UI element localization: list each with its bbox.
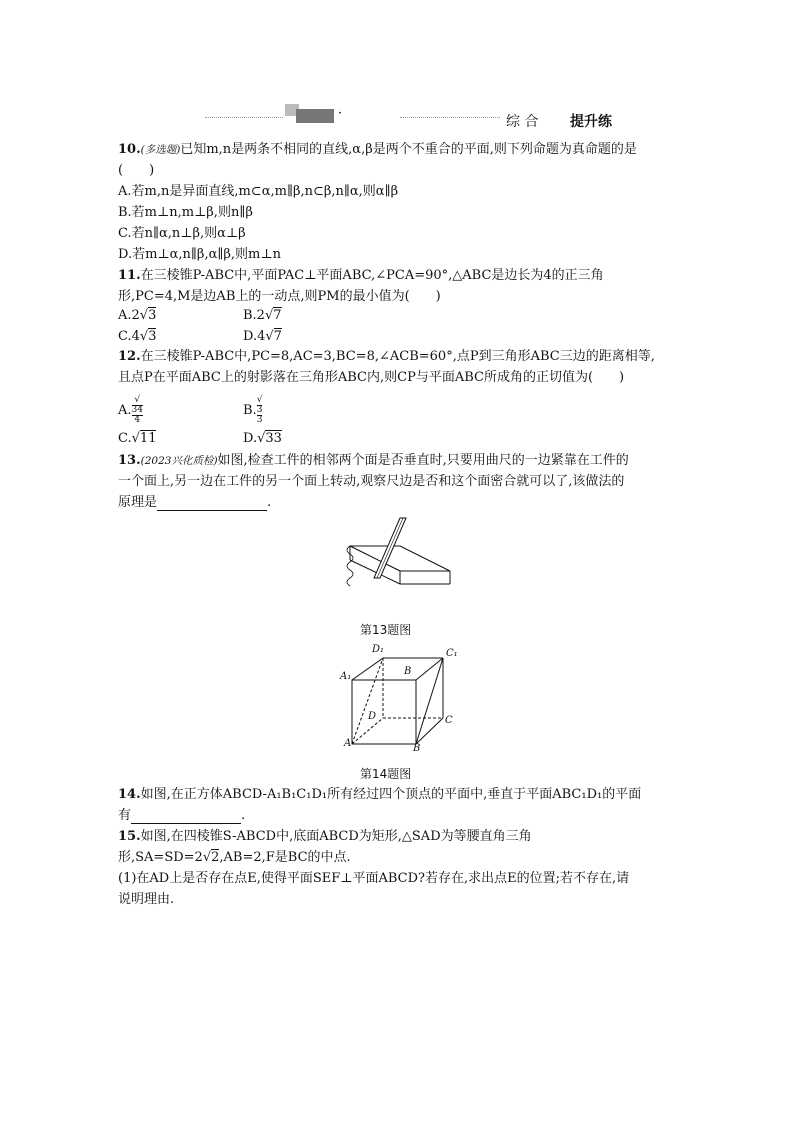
q11-c-rad: 3 <box>148 329 157 344</box>
q14-line1-text: 如图,在正方体ABCD-A₁B₁C₁D₁所有经过四个顶点的平面中,垂直于平面ABC₁D₁的平面 <box>140 787 642 802</box>
q10-option-a: A.若m,n是异面直线,m⊂α,m∥β,n⊂β,n∥α,则α∥β <box>118 184 399 199</box>
section-label-a: 综 合 <box>506 114 539 130</box>
label-d1: D₁ <box>372 644 385 655</box>
q14-caption: 第14题图 <box>360 767 412 781</box>
q13-answer-blank[interactable] <box>157 498 267 511</box>
section-label-b: 提升练 <box>570 114 612 130</box>
label-d: D <box>368 711 377 722</box>
label-b-top: B <box>404 666 412 677</box>
q13-tag: (2023兴化质检) <box>140 455 218 467</box>
q12-b-num: 3 <box>256 405 263 415</box>
q15-line4: 说明理由. <box>118 892 175 907</box>
q15-line2 <box>118 849 351 866</box>
q11-c-pre: C.4 <box>118 329 140 344</box>
sqrt-sign: √ <box>139 329 149 344</box>
q12-d-rad: 33 <box>265 431 282 446</box>
q12-option-c <box>118 430 156 447</box>
q10-stem-text: 已知m,n是两条不相同的直线,α,β是两个不重合的平面,则下列命题为真命题的是 <box>180 142 637 157</box>
label-c: C <box>445 715 453 726</box>
q11-option-b <box>243 307 282 324</box>
q13-caption: 第13题图 <box>360 623 412 637</box>
q15-line1 <box>118 828 532 845</box>
q13-number: 13. <box>118 453 141 468</box>
header-dotted-right <box>400 117 500 118</box>
sqrt-sign: √ <box>139 308 149 323</box>
q10-tag: (多选题) <box>140 144 181 156</box>
q10-paren: ( ) <box>118 163 155 178</box>
q14-line2 <box>118 807 245 824</box>
q15-line1-text: 如图,在四棱锥S-ABCD中,底面ABCD为矩形,△SAD为等腰直角三角 <box>140 829 532 844</box>
q11-line2: 形,PC=4,M是边AB上的一动点,则PM的最小值为( ) <box>118 289 441 304</box>
q10-option-d: D.若m⊥α,n∥β,α∥β,则m⊥n <box>118 247 281 262</box>
q13-end: . <box>267 495 272 510</box>
q12-b-fraction <box>257 396 263 425</box>
q14-line1 <box>118 786 641 803</box>
label-a1: A₁ <box>340 671 352 682</box>
q11-b-pre: B.2 <box>243 308 265 323</box>
q11-option-d <box>243 328 282 345</box>
q12-b-numerator: √ 3 <box>256 395 263 415</box>
sqrt-sign: √ <box>265 329 274 344</box>
q12-option-b <box>243 396 262 425</box>
q11-d-pre: D.4 <box>243 329 266 344</box>
label-b: B <box>413 743 421 754</box>
q12-number: 12. <box>118 349 141 364</box>
q14-end: . <box>241 808 246 823</box>
q11-line1-text: 在三棱锥P-ABC中,平面PAC⊥平面ABC,∠PCA=90°,△ABC是边长为4的正三角 <box>140 268 604 283</box>
sqrt-sign: √ <box>264 308 274 323</box>
q12-c-pre: C. <box>118 431 132 446</box>
q12-option-d <box>243 430 282 447</box>
q14-line2-text: 有 <box>118 808 132 823</box>
sqrt-sign: √ <box>257 431 266 446</box>
q12-line1-text: 在三棱锥P-ABC中,PC=8,AC=3,BC=8,∠ACB=60°,点P到三角形ABC三边的距离相等, <box>140 349 655 364</box>
q11-b-rad: 7 <box>273 308 282 323</box>
q12-option-a <box>118 396 143 425</box>
label-c1: C₁ <box>446 648 458 659</box>
q11-number: 11. <box>118 268 141 283</box>
label-a: A <box>344 738 352 749</box>
q10-option-b: B.若m⊥n,m⊥β,则n∥β <box>118 205 253 220</box>
q12-b-den: 3 <box>256 415 263 425</box>
q13-line1-text: 如图,检查工件的相邻两个面是否垂直时,只要用曲尺的一边紧靠在工件的 <box>217 453 629 468</box>
q11-a-rad: 3 <box>148 308 157 323</box>
sqrt-sign: √ <box>131 431 140 446</box>
q12-a-numerator: √ 34 <box>131 395 143 415</box>
q12-d-pre: D. <box>243 431 258 446</box>
q12-c-rad: 11 <box>139 431 157 446</box>
q14-number: 14. <box>118 787 141 802</box>
q13-line3-text: 原理是 <box>118 495 158 510</box>
q12-line1 <box>118 348 655 365</box>
q13-line3 <box>118 494 271 511</box>
q11-d-rad: 7 <box>273 329 282 344</box>
q13-line2: 一个面上,另一边在工件的另一个面上转动,观察尺边是否和这个面密合就可以了,该做法的 <box>118 474 625 489</box>
q15-line2-pre: 形,SA=SD=2 <box>118 850 203 865</box>
q11-a-pre: A.2 <box>118 308 140 323</box>
q15-number: 15. <box>118 829 141 844</box>
q15-line2-post: ,AB=2,F是BC的中点. <box>219 850 351 865</box>
q12-a-fraction <box>132 396 143 425</box>
q11-option-c <box>118 328 156 345</box>
header-dot: · <box>338 106 343 121</box>
q11-line1 <box>118 267 604 284</box>
q10-stem <box>118 141 637 159</box>
q10-option-c: C.若n∥α,n⊥β,则α⊥β <box>118 226 246 241</box>
q13-figure-workpiece <box>340 516 460 616</box>
q14-answer-blank[interactable] <box>131 811 241 824</box>
header-block-dark <box>296 109 334 123</box>
q12-line2: 且点P在平面ABC上的射影落在三角形ABC内,则CP与平面ABC所成角的正切值为( ) <box>118 370 625 385</box>
q12-a-pre: A. <box>118 403 132 418</box>
q11-option-a <box>118 307 156 324</box>
q15-line2-rad: 2 <box>211 850 220 865</box>
q12-a-num: 34 <box>131 405 143 415</box>
q13-line1 <box>118 452 629 470</box>
q12-b-pre: B. <box>243 403 257 418</box>
q15-line3: (1)在AD上是否存在点E,使得平面SEF⊥平面ABCD?若存在,求出点E的位置;若不存在,请 <box>118 871 630 886</box>
q10-number: 10. <box>118 142 141 157</box>
q12-a-den: 4 <box>132 415 143 425</box>
q14-figure-cube <box>338 643 462 757</box>
header-dotted-left <box>205 117 283 118</box>
sqrt-sign: √ <box>202 850 212 865</box>
